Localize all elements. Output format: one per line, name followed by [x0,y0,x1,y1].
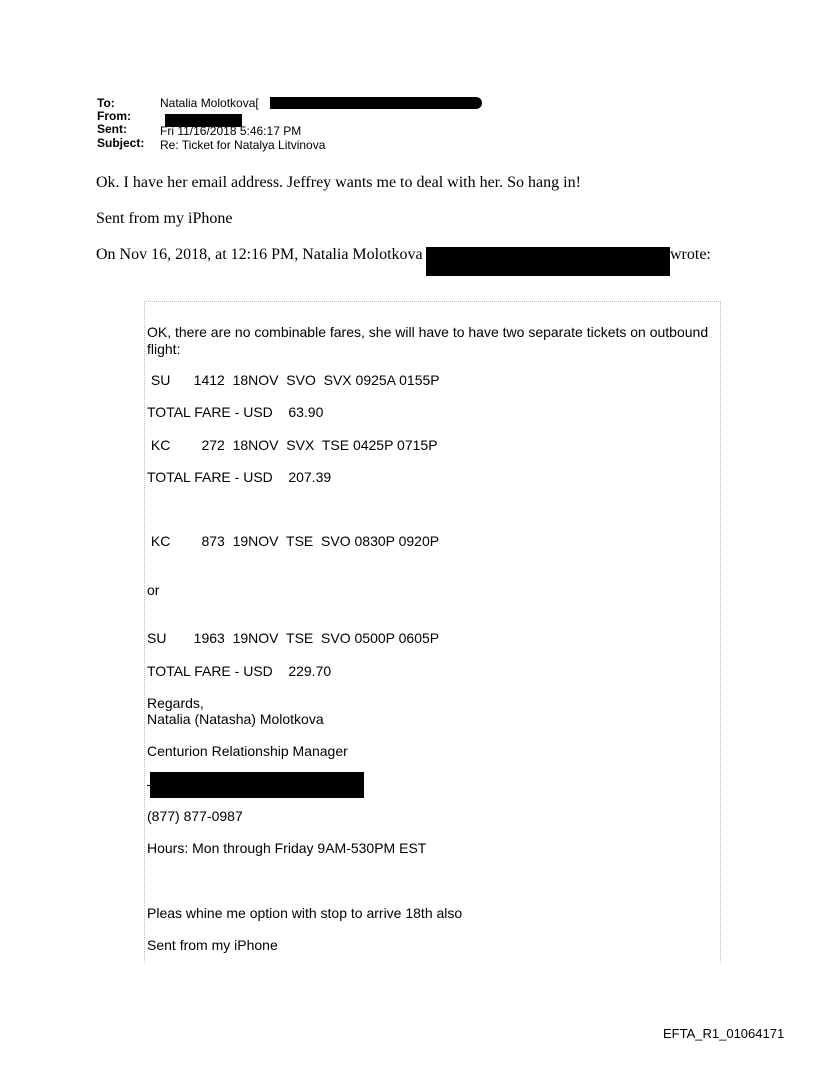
or-text: or [147,582,160,598]
sent-value: Fri 11/16/2018 5:46:17 PM [160,124,302,138]
reply-signature: Sent from my iPhone [96,210,233,227]
quoted-intro-line2: flight: [147,341,181,357]
on-date-suffix: wrote: [670,246,711,263]
sender-name: Natalia (Natasha) Molotkova [147,711,324,727]
document-id: EFTA_R1_01064171 [663,1026,785,1041]
flight-line-3: KC 873 19NOV TSE SVO 0830P 0920P [147,533,440,549]
sent-label: Sent: [97,122,127,136]
sender-hours: Hours: Mon through Friday 9AM-530PM EST [147,840,427,856]
sender-title: Centurion Relationship Manager [147,743,348,759]
quoted-intro-line1: OK, there are no combinable fares, she will have to have two separate tickets on outbound [147,324,709,340]
request-text: Pleas whine me option with stop to arrive 18th also [147,905,463,921]
sender-phone: (877) 877-0987 [147,808,243,824]
to-value: Natalia Molotkova[ [160,96,259,110]
quoted-signature: Sent from my iPhone [147,937,278,953]
reply-text: Ok. I have her email address. Jeffrey wants me to deal with her. So hang in! [96,174,581,191]
fare-line-2: TOTAL FARE - USD 207.39 [147,469,332,485]
sender-email-redaction [426,247,670,276]
flight-line-1: SU 1412 18NOV SVO SVX 0925A 0155P [147,372,440,388]
to-label: To: [97,96,115,110]
from-label: From: [97,109,131,123]
fare-line-1: TOTAL FARE - USD 63.90 [147,404,324,420]
flight-line-4: SU 1963 19NOV TSE SVO 0500P 0605P [147,630,440,646]
fare-line-3: TOTAL FARE - USD 229.70 [147,663,332,679]
contact-email-redaction [150,772,364,798]
subject-label: Subject: [97,136,145,150]
to-email-redaction [270,97,482,109]
regards-text: Regards, [147,695,204,711]
flight-line-2: KC 272 18NOV SVX TSE 0425P 0715P [147,437,438,453]
subject-value: Re: Ticket for Natalya Litvinova [160,138,326,152]
on-date-prefix: On Nov 16, 2018, at 12:16 PM, Natalia Molotkova [96,246,423,263]
